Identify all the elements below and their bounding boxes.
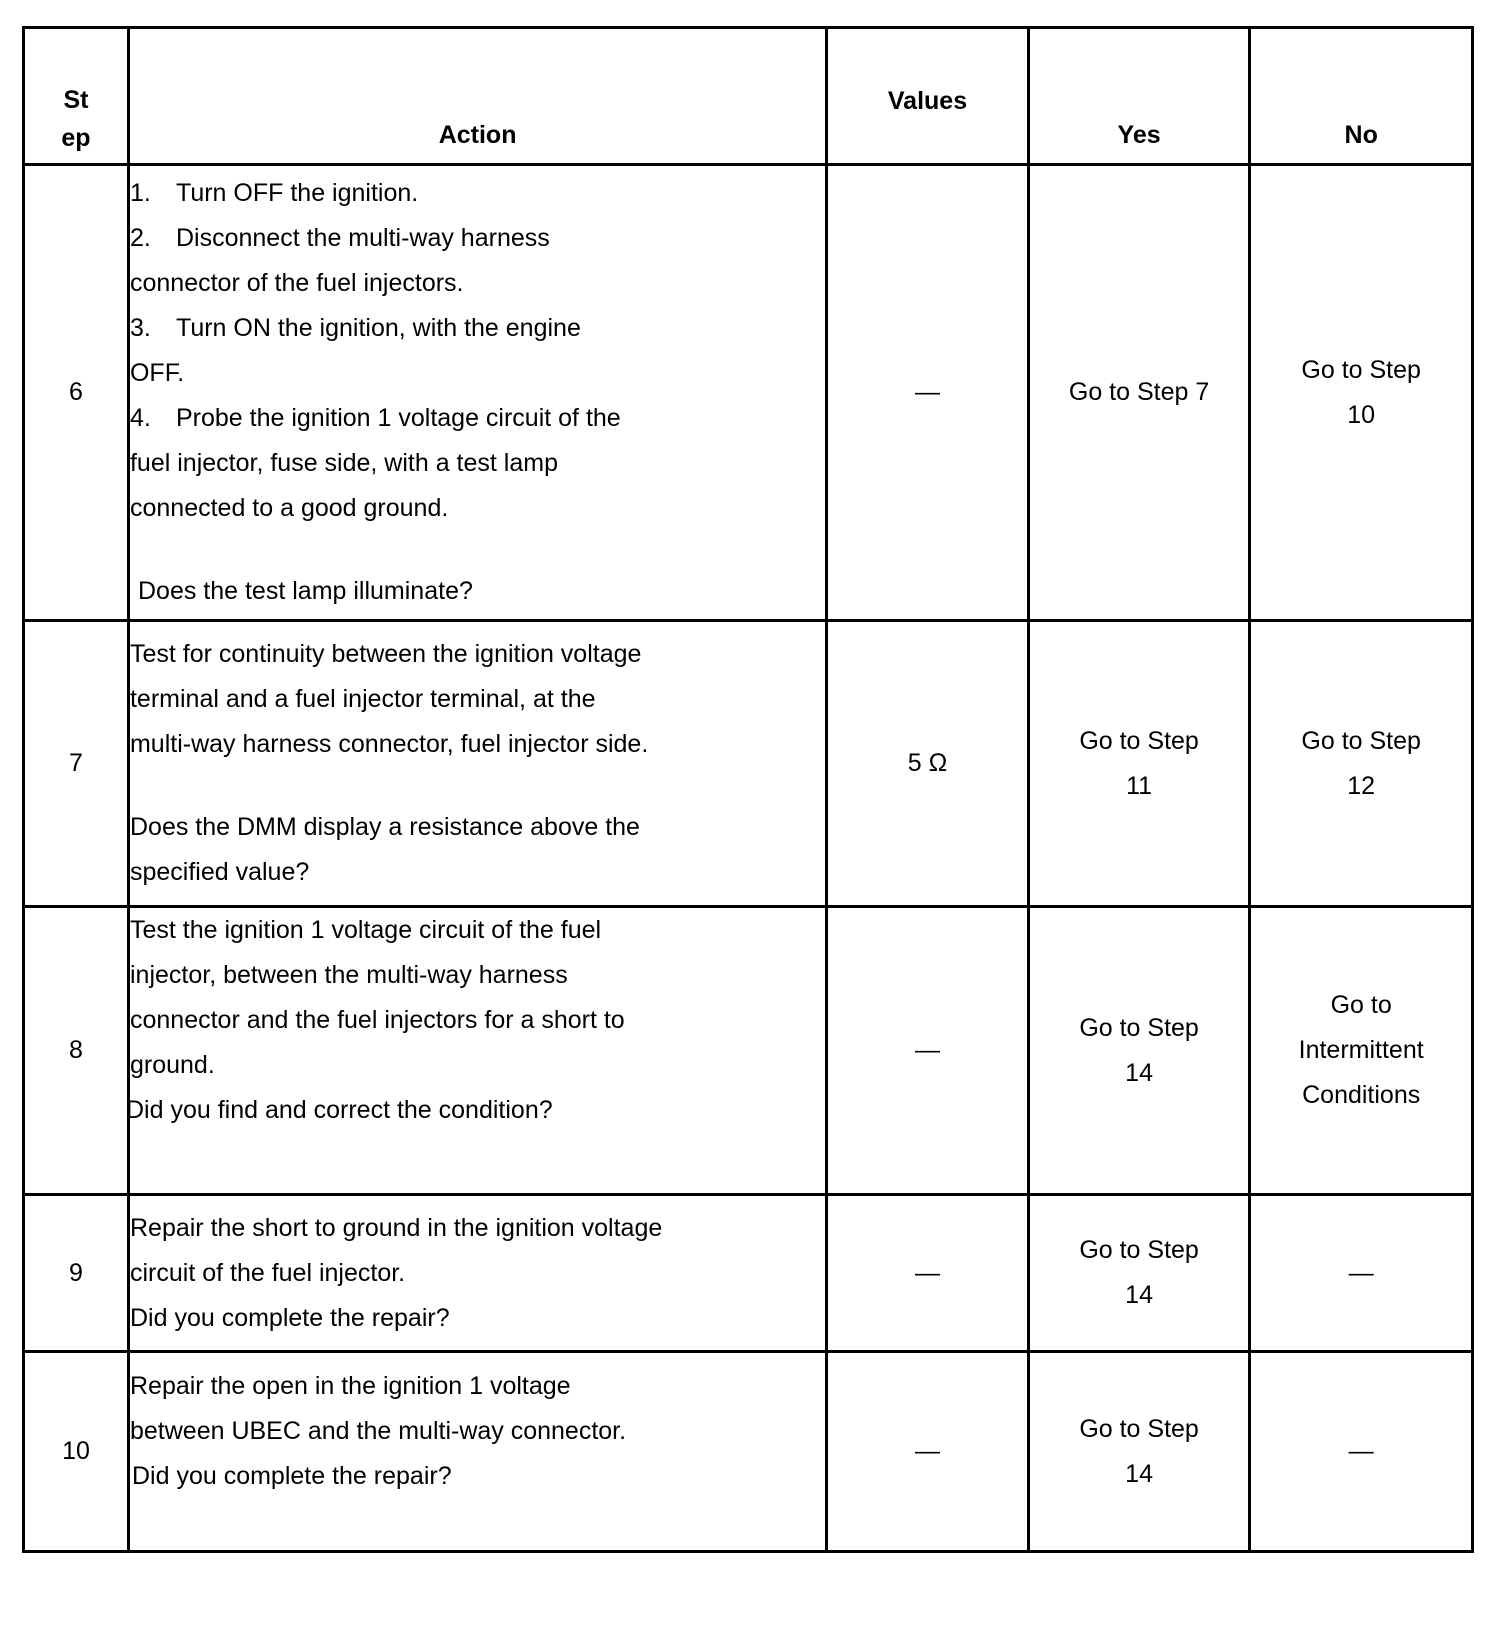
table-row [24, 1195, 1473, 1352]
list-number: 3. [129, 314, 151, 342]
yes-cell: Go to Step 11 [1028, 621, 1250, 907]
action-cell [128, 1352, 826, 1552]
header-row [24, 28, 1473, 165]
list-number: 2. [129, 224, 151, 252]
action-line: circuit of the fuel injector. [129, 1258, 406, 1287]
value-cell: — [827, 1352, 1029, 1552]
step-cell: 8 [24, 907, 129, 1195]
value-cell: 5 Ω [827, 621, 1029, 907]
question-line: Did you complete the repair? [131, 1462, 452, 1490]
yes-cell: Go to Step 14 [1028, 1352, 1250, 1552]
action-line: 4. Probe the ignition 1 voltage circuit of the [130, 396, 825, 441]
yes-cell: Go to Step 14 [1028, 907, 1250, 1195]
action-line: 1. Turn OFF the ignition. [130, 171, 825, 216]
header-no-label: No [1344, 121, 1378, 149]
action-line: Test for continuity between the ignition voltage [129, 640, 642, 668]
value-cell: — [827, 1195, 1029, 1352]
header-step-line2: ep [61, 124, 91, 152]
action-line: Repair the short to ground in the ignition voltage [129, 1213, 663, 1242]
yes-cell: Go to Step 14 [1028, 1195, 1250, 1352]
question-line: Did you find and correct the condition? [125, 1096, 553, 1124]
step-cell: 6 [24, 165, 129, 621]
list-number: 4. [129, 404, 151, 432]
no-cell: — [1250, 1195, 1473, 1352]
header-step-line1: St [63, 86, 89, 114]
action-line: multi-way harness connector, fuel injector side. [129, 730, 649, 758]
action-cell [128, 165, 826, 621]
action-cell [128, 1195, 826, 1352]
table-row [24, 621, 1473, 907]
table-row [24, 907, 1473, 1195]
no-cell: Go to Step 12 [1250, 621, 1473, 907]
header-action [128, 28, 826, 165]
table-row [24, 165, 1473, 621]
action-cell [125, 907, 826, 1195]
action-line: fuel injector, fuse side, with a test lamp [129, 449, 558, 477]
question-line: Does the test lamp illuminate? [137, 577, 473, 605]
action-line: between UBEC and the multi-way connector. [129, 1417, 627, 1445]
header-values [827, 28, 1029, 165]
header-yes [1028, 28, 1250, 165]
no-cell: Go to Step 10 [1250, 165, 1473, 621]
action-line: connector and the fuel injectors for a short to [129, 1006, 625, 1034]
diagnostic-table [22, 26, 1474, 1553]
action-line: 3. Turn ON the ignition, with the engine [130, 306, 825, 351]
table-row [24, 1352, 1473, 1552]
header-values-label: Values [887, 87, 968, 115]
step-cell: 10 [24, 1352, 129, 1552]
value-cell: — [827, 165, 1029, 621]
header-yes-label: Yes [1117, 121, 1161, 149]
action-line: Repair the open in the ignition 1 voltage [129, 1372, 571, 1400]
question-line: specified value? [129, 858, 310, 886]
value-cell: — [827, 907, 1029, 1195]
question-line: Does the DMM display a resistance above the [129, 813, 640, 841]
header-no [1250, 28, 1473, 165]
no-cell: — [1250, 1352, 1473, 1552]
action-line: terminal and a fuel injector terminal, at the [129, 685, 596, 713]
action-line: connector of the fuel injectors. [129, 269, 464, 297]
question-line: Did you complete the repair? [129, 1303, 450, 1332]
header-step [24, 28, 129, 165]
action-line: 2. Disconnect the multi-way harness [130, 216, 825, 261]
yes-cell: Go to Step 7 [1028, 165, 1250, 621]
action-line: OFF. [129, 359, 185, 387]
action-cell [128, 621, 826, 907]
action-line: injector, between the multi-way harness [129, 961, 568, 989]
action-line: ground. [129, 1051, 215, 1079]
action-line: Test the ignition 1 voltage circuit of the fuel [129, 916, 602, 944]
step-cell: 9 [24, 1195, 129, 1352]
no-cell: Go to Intermittent Conditions [1250, 907, 1473, 1195]
header-action-label: Action [438, 121, 517, 149]
step-cell: 7 [24, 621, 129, 907]
action-line: connected to a good ground. [129, 494, 449, 522]
list-number: 1. [129, 179, 151, 207]
